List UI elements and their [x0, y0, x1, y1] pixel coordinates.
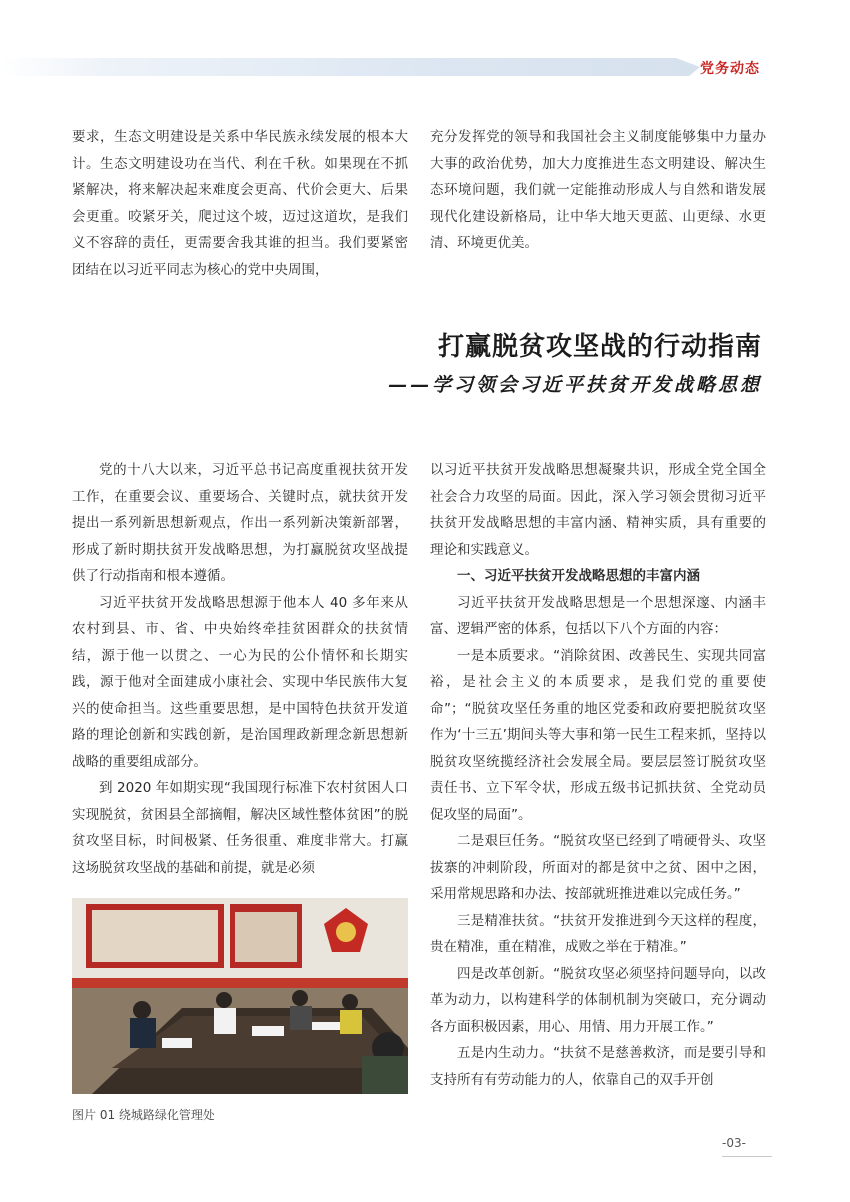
body-paragraph: 三是精准扶贫。“扶贫开发推进到今天这样的程度，贵在精准，重在精准，成败之举在于精准。” [430, 912, 766, 955]
section-tag: 党务动态 [700, 61, 760, 77]
body-paragraph: 到 2020 年如期实现“我国现行标准下农村贫困人口实现脱贫，贫困县全部摘帽，解决区域性整体贫困”的脱贫攻坚目标，时间极紧、任务很重、难度非常大。打赢这场脱贫攻坚战的基础和前提，就是必须 [72, 780, 408, 876]
body-paragraph: 习近平扶贫开发战略思想源于他本人 40 多年来从农村到县、市、省、中央始终牵挂贫困群众的扶贫情结，源于他一以贯之、一心为民的公仆情怀和长期实践，源于他对全面建成小康社会、实现中华民族伟大复兴的使命担当。这些重要思想，是中国特色扶贫开发道路的理论创新和实践创新，是治国理政新理念新思想新战略的重要组成部分。 [72, 594, 408, 770]
body-right-column [430, 457, 766, 1093]
meeting-photo [72, 898, 408, 1094]
body-paragraph: 五是内生动力。“扶贫不是慈善救济，而是要引导和支持所有有劳动能力的人，依靠自己的双手开创 [430, 1045, 766, 1088]
article-subtitle: ——学习领会习近平扶贫开发战略思想 [387, 374, 762, 396]
body-left-column [72, 457, 408, 881]
top-left-paragraph: 要求，生态文明建设是关系中华民族永续发展的根本大计。生态文明建设功在当代、利在千秋。如果现在不抓紧解决，将来解决起来难度会更高、代价会更大、后果会更重。咬紧牙关，爬过这个坡，迈过这道坎，是我们义不容辞的责任，更需要舍我其谁的担当。我们要紧密团结在以习近平同志为核心的党中央周围， [72, 129, 408, 278]
photo-caption: 图片 01 绕城路绿化管理处 [72, 1108, 215, 1122]
top-right-column [430, 124, 766, 257]
body-paragraph: 习近平扶贫开发战略思想是一个思想深邃、内涵丰富、逻辑严密的体系，包括以下八个方面的内容： [430, 594, 766, 637]
top-left-column [72, 124, 408, 283]
header-band [0, 58, 700, 76]
section-heading: 一、习近平扶贫开发战略思想的丰富内涵 [457, 568, 700, 584]
body-paragraph: 以习近平扶贫开发战略思想凝聚共识，形成全党全国全社会合力攻坚的局面。因此，深入学习领会贯彻习近平扶贫开发战略思想的丰富内涵、精神实质，具有重要的理论和实践意义。 [430, 462, 766, 558]
article-title: 打赢脱贫攻坚战的行动指南 [437, 332, 762, 362]
page-number: -03- [722, 1136, 746, 1150]
body-paragraph: 四是改革创新。“脱贫攻坚必须坚持问题导向，以改革为动力，以构建科学的体制机制为突破口，充分调动各方面积极因素，用心、用情、用力开展工作。” [430, 965, 766, 1035]
body-paragraph: 二是艰巨任务。“脱贫攻坚已经到了啃硬骨头、攻坚拔寨的冲刺阶段，所面对的都是贫中之贫、困中之困，采用常规思路和办法、按部就班推进难以完成任务。” [430, 833, 766, 902]
footer-line [722, 1156, 772, 1157]
top-right-paragraph: 充分发挥党的领导和我国社会主义制度能够集中力量办大事的政治优势，加大力度推进生态文明建设、解决生态环境问题，我们就一定能推动形成人与自然和谐发展现代化建设新格局，让中华大地天更蓝、山更绿、水更清、环境更优美。 [430, 129, 766, 251]
body-paragraph: 党的十八大以来，习近平总书记高度重视扶贫开发工作，在重要会议、重要场合、关键时点，就扶贫开发提出一系列新思想新观点，作出一系列新决策新部署，形成了新时期扶贫开发战略思想，为打赢脱贫攻坚战提供了行动指南和根本遵循。 [72, 462, 408, 584]
body-paragraph: 一是本质要求。“消除贫困、改善民生、实现共同富裕，是社会主义的本质要求，是我们党的重要使命”；“脱贫攻坚任务重的地区党委和政府要把脱贫攻坚作为‘十三五’期间头等大事和第一民生工程来抓，坚持以脱贫攻坚统揽经济社会发展全局。要层层签订脱贫攻坚责任书、立下军令状，形成五级书记抓扶贫、全党动员促攻坚的局面”。 [430, 647, 766, 823]
